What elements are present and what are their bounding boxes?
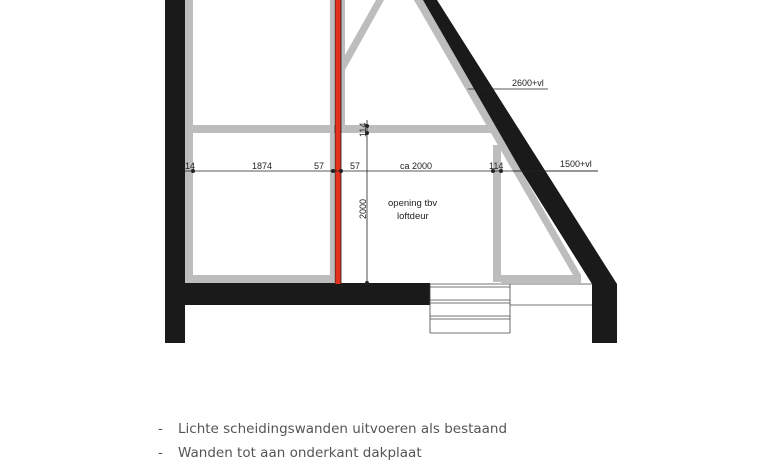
- dim-tick: [331, 169, 335, 173]
- ceiling-beam: [193, 125, 491, 133]
- note-item: [158, 441, 507, 465]
- floor-plate-right: [501, 275, 581, 283]
- notes-list: [158, 417, 507, 465]
- dim-h-3: 57: [350, 161, 361, 171]
- note-item: [158, 417, 507, 441]
- note-text: Lichte scheidingswanden uitvoeren als bestaand: [178, 421, 508, 437]
- new-partition: [335, 0, 341, 284]
- dimension-ticks: [191, 124, 503, 285]
- level-lower-label: 1500+vl: [560, 159, 592, 169]
- dim-h-1: 1874: [252, 161, 273, 171]
- dim-v-1: 2000: [358, 198, 368, 219]
- stud-center: [330, 0, 334, 283]
- bullet-dash: -: [158, 445, 163, 461]
- level-upper-label: 2600+vl: [512, 78, 544, 88]
- bullet-dash: -: [158, 421, 163, 437]
- dim-h-5: 114: [489, 161, 504, 171]
- dim-h-4: ca 2000: [400, 161, 433, 171]
- dim-h-0: 14: [185, 161, 196, 171]
- dim-h-2: 57: [314, 161, 325, 171]
- opening-label-line-1: opening tbv: [388, 198, 438, 209]
- stud-left: [185, 0, 196, 283]
- floor-slab: [165, 283, 430, 305]
- dim-tick: [365, 281, 369, 285]
- floor-plate-left: [193, 275, 333, 283]
- stair: [430, 284, 592, 333]
- opening-label-line-2: loftdeur: [397, 211, 429, 222]
- dim-v-0: 114: [358, 122, 368, 137]
- dim-tick: [339, 169, 343, 173]
- note-text: Wanden tot aan onderkant dakplaat: [178, 445, 422, 461]
- diagonal-brace: [341, 0, 384, 70]
